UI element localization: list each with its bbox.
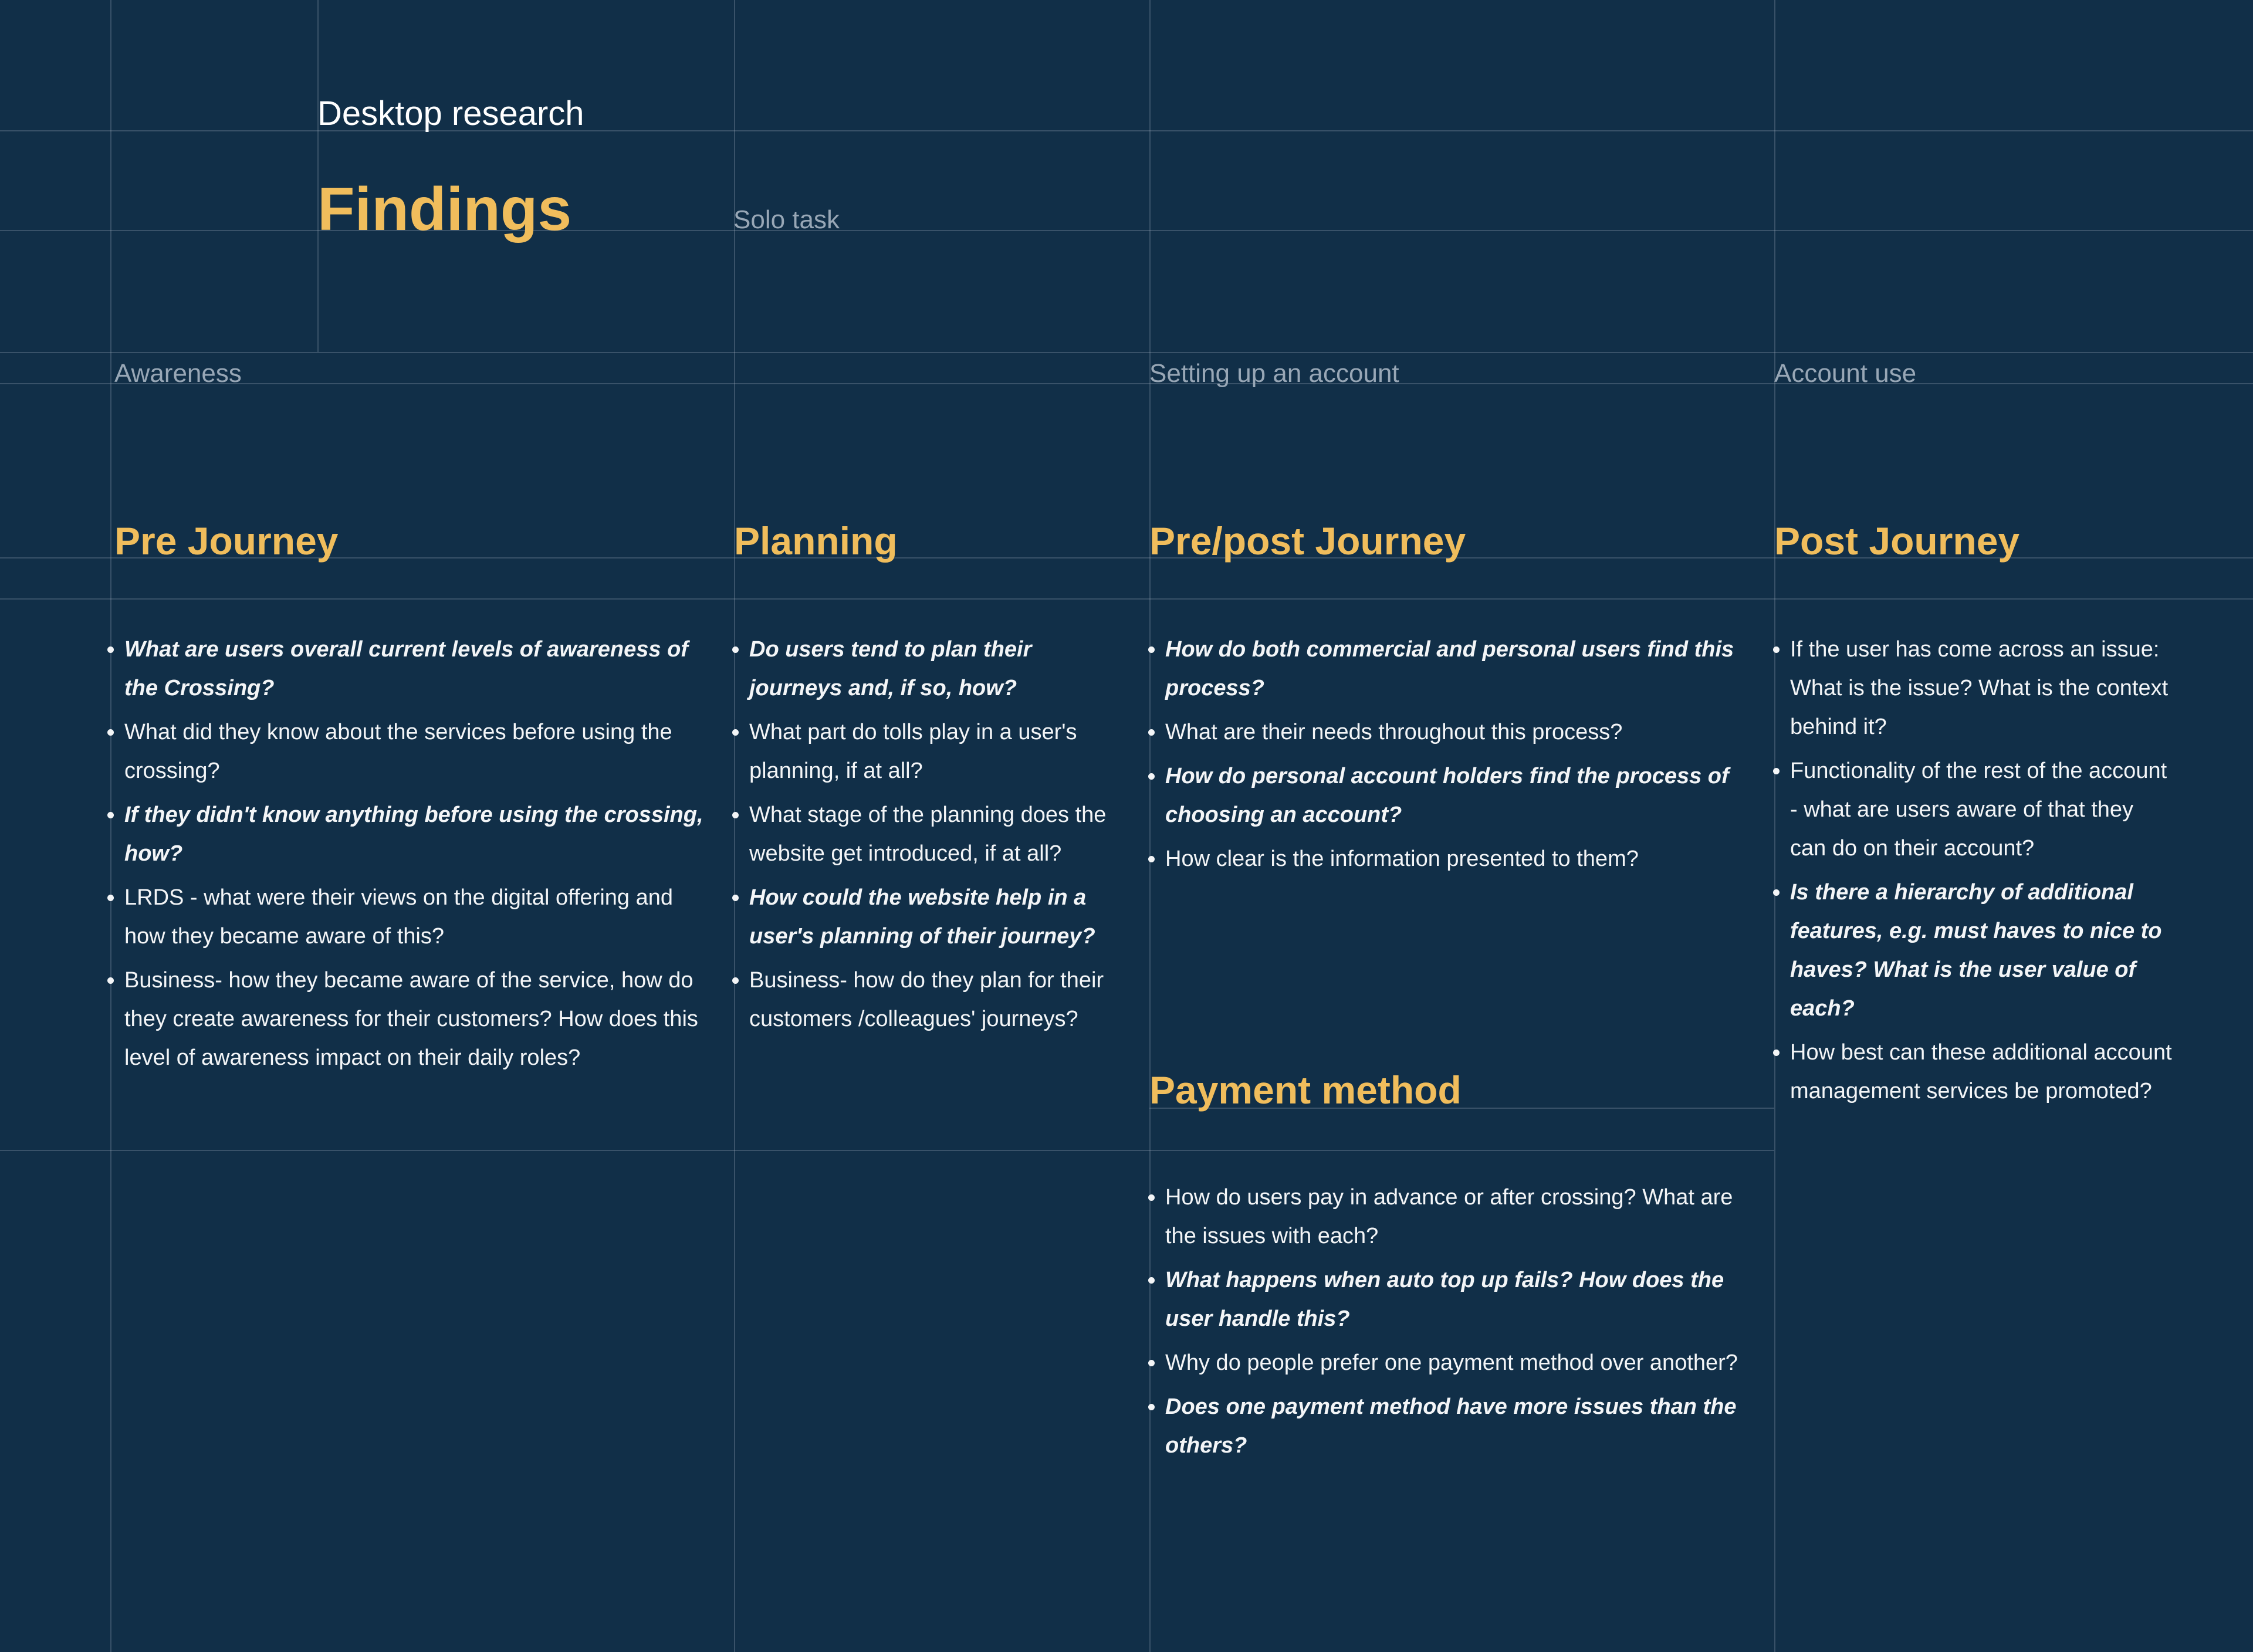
question-item: • How clear is the information presented to them? (1165, 839, 1746, 878)
question-list-pre-post-journey (1150, 630, 1746, 883)
heading-post-journey: Post Journey (1774, 519, 2020, 563)
heading-planning: Planning (734, 519, 898, 563)
question-item: • How do personal account holders find the process of choosing an account? (1165, 757, 1746, 834)
question-list-planning (734, 630, 1119, 1044)
question-item: • How could the website help in a user's planning of their journey? (749, 878, 1119, 956)
solo-task-label: Solo task (733, 205, 840, 234)
question-item: • If they didn't know anything before using the crossing, how? (124, 795, 705, 873)
question-item: • Is there a hierarchy of additional features, e.g. must haves to nice to haves? What is the user value of each? (1790, 873, 2174, 1028)
question-list-post-journey (1775, 630, 2174, 1116)
question-item: • LRDS - what were their views on the digital offering and how they became aware of this? (124, 878, 705, 956)
phase-label-account-use: Account use (1774, 359, 1917, 388)
phase-label-setup: Setting up an account (1149, 359, 1399, 388)
question-item: • What are users overall current levels of awareness of the Crossing? (124, 630, 705, 707)
question-item: • What are their needs throughout this process? (1165, 713, 1746, 751)
question-item: • How do both commercial and personal users find this process? (1165, 630, 1746, 707)
question-item: • How do users pay in advance or after crossing? What are the issues with each? (1165, 1178, 1746, 1255)
question-item: • What part do tolls play in a user's planning, if at all? (749, 713, 1119, 790)
question-list-pre-journey (109, 630, 705, 1082)
heading-payment-method: Payment method (1149, 1068, 1462, 1112)
question-item: • What stage of the planning does the website get introduced, if at all? (749, 795, 1119, 873)
grid-line-horizontal (0, 598, 2253, 600)
question-item: • If the user has come across an issue: What is the issue? What is the context behind it? (1790, 630, 2174, 746)
question-item: • Why do people prefer one payment method over another? (1165, 1343, 1746, 1382)
question-item: • Do users tend to plan their journeys and, if so, how? (749, 630, 1119, 707)
page-subtitle: Desktop research (317, 94, 584, 133)
page-title: Findings (317, 175, 572, 243)
question-list-payment-method (1150, 1178, 1746, 1470)
heading-pre-journey: Pre Journey (114, 519, 339, 563)
question-item: • Business- how do they plan for their customers /colleagues' journeys? (749, 961, 1119, 1038)
question-item: • What did they know about the services before using the crossing? (124, 713, 705, 790)
question-item: • What happens when auto top up fails? How does the user handle this? (1165, 1261, 1746, 1338)
grid-line-horizontal (0, 1150, 1774, 1151)
question-item: • Business- how they became aware of the service, how do they create awareness for their customers? How does this level of awareness impact on their daily roles? (124, 961, 705, 1077)
heading-pre-post-journey: Pre/post Journey (1149, 519, 1466, 563)
question-item: • Functionality of the rest of the account - what are users aware of that they can do on their account? (1790, 751, 2174, 868)
question-item: • Does one payment method have more issues than the others? (1165, 1387, 1746, 1465)
question-item: • How best can these additional account management services be promoted? (1790, 1033, 2174, 1111)
phase-label-awareness: Awareness (114, 359, 242, 388)
grid-line-horizontal (0, 352, 2253, 353)
